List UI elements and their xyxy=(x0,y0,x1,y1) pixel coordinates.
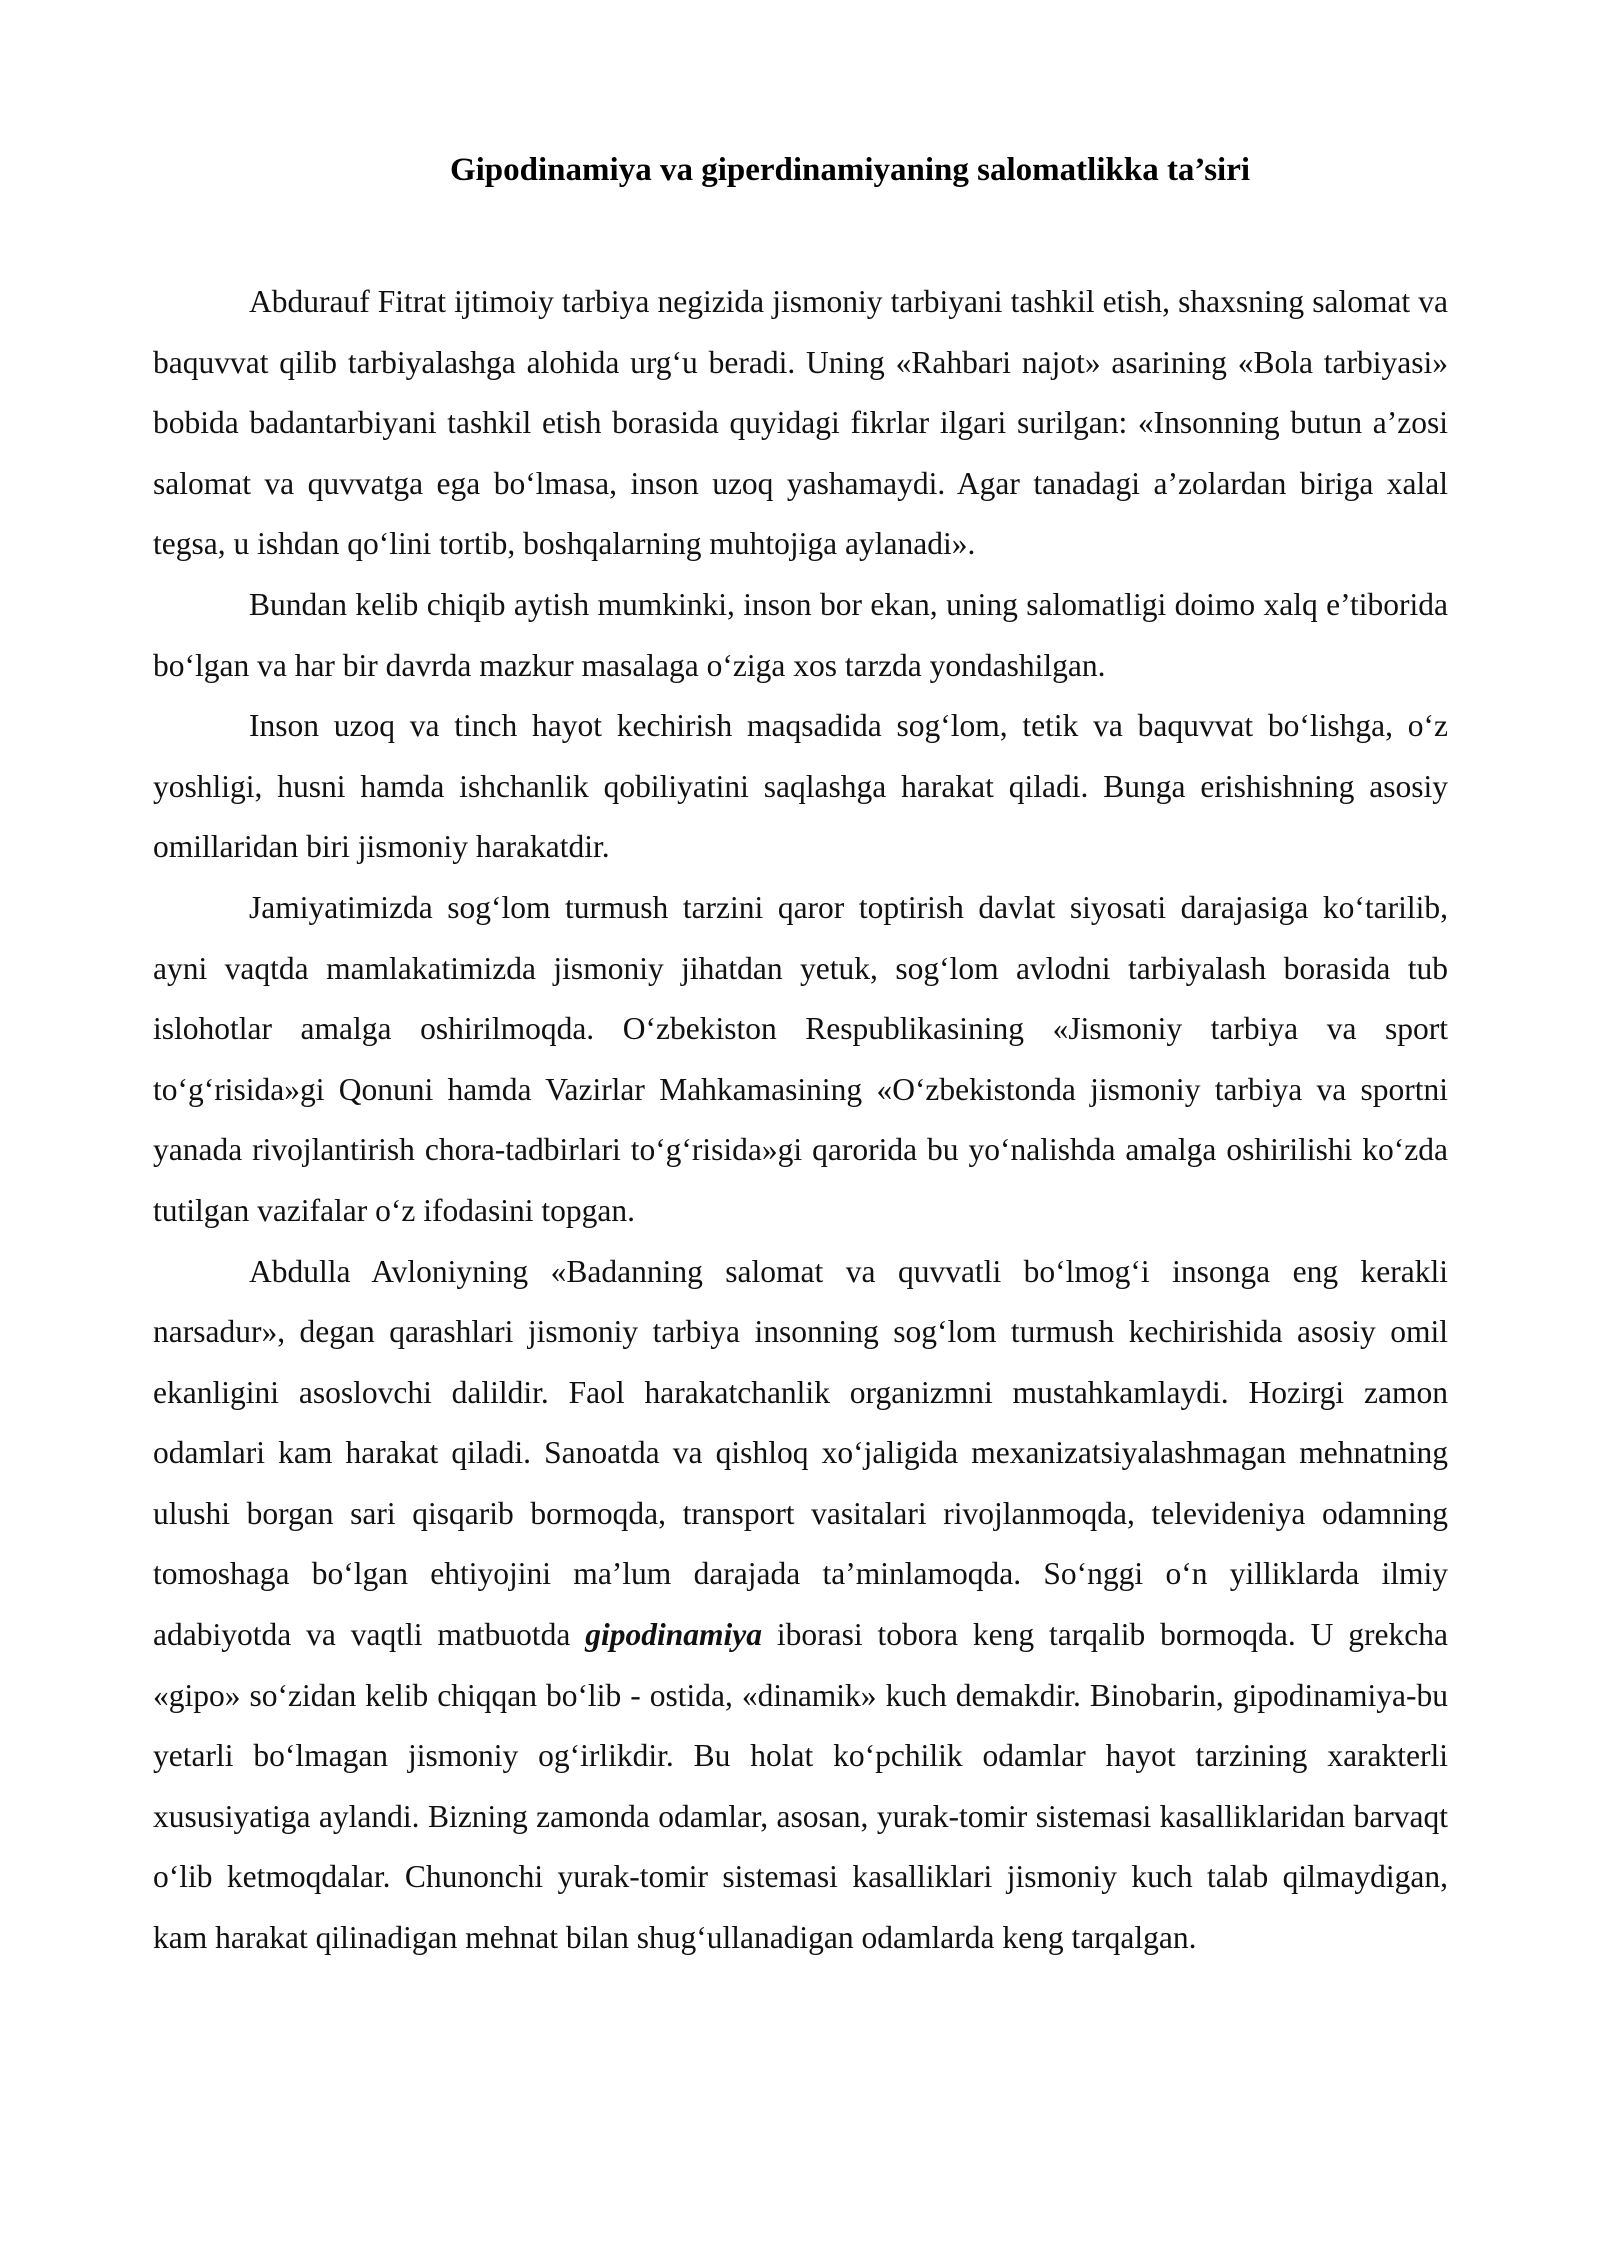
paragraph-health-attention: Bundan kelib chiqib aytish mumkinki, inson bor ekan, uning salomatligi doimo xalq e’tiborida bo‘lgan va har bir davrda mazkur masalaga o‘ziga xos tarzda yondashilgan. xyxy=(153,586,1448,683)
paragraph-avloniy-text-before: Abdulla Avloniyning «Badanning salomat va quvvatli bo‘lmog‘i insonga eng kerakli narsadur», degan qarashlari jismoniy tarbiya insonning sog‘lom turmush kechirishida asosiy omil ekanligini asoslovchi dalildir. Faol harakatchanlik organizmni mustahkamlaydi. Hozirgi zamon odamlari kam harakat qiladi. Sanoatda va qishloq xo‘jaligida mexanizatsiyalashmagan mehnatning ulushi borgan sari qisqarib bormoqda, transport vasitalari rivojlanmoqda, televideniya odamning tomoshaga bo‘lgan ehtiyojini ma’lum darajada ta’minlamoqda. So‘nggi o‘n yilliklarda ilmiy adabiyotda va vaqtli matbuotda xyxy=(153,1253,1448,1653)
document-body xyxy=(153,272,1448,1969)
paragraph-avloniy-text-after: iborasi tobora keng tarqalib bormoqda. U grekcha «gipo» so‘zidan kelib chiqqan bo‘lib - ostida, «dinamik» kuch demakdir. Binobarin, gipodinamiya-bu yetarli bo‘lmagan jismoniy og‘irlikdir. Bu holat ko‘pchilik odamlar hayot tarzining xarakterli xususiyatiga aylandi. Bizning zamonda odamlar, asosan, yurak-tomir sistemasi kasalliklaridan barvaqt o‘lib ketmoqdalar. Chunonchi yurak-tomir sistemasi kasalliklari jismoniy kuch talab qilmaydigan, kam harakat qilinadigan mehnat bilan shug‘ullanadigan odamlarda keng tarqalgan. xyxy=(153,1617,1448,1956)
paragraph-avloniy xyxy=(153,1242,1448,1969)
paragraph-fitrat: Abdurauf Fitrat ijtimoiy tarbiya negizida jismoniy tarbiyani tashkil etish, shaxsning salomat va baquvvat qilib tarbiyalashga alohida urg‘u beradi. Uning «Rahbari najot» asarining «Bola tarbiyasi» bobida badantarbiyani tashkil etish borasida quyidagi fikrlar ilgari surilgan: «Insonning butun a’zosi salomat va quvvatga ega bo‘lmasa, inson uzoq yashamaydi. Agar tanadagi a’zolardan biriga xalal tegsa, u ishdan qo‘lini tortib, boshqalarning muhtojiga aylanadi». xyxy=(153,284,1448,562)
emphasized-term: gipodinamiya xyxy=(585,1617,762,1653)
paragraph-state-policy: Jamiyatimizda sog‘lom turmush tarzini qaror toptirish davlat siyosati darajasiga ko‘tarilib, ayni vaqtda mamlakatimizda jismoniy jihatdan yetuk, sog‘lom avlodni tarbiyalash borasida tub islohotlar amalga oshirilmoqda. O‘zbekiston Respublikasining «Jismoniy tarbiya va sport to‘g‘risida»gi Qonuni hamda Vazirlar Mahkamasining «O‘zbekistonda jismoniy tarbiya va sportni yanada rivojlantirish chora-tadbirlari to‘g‘risida»gi qarorida bu yo‘nalishda amalga oshirilishi ko‘zda tutilgan vazifalar o‘z ifodasini topgan. xyxy=(153,889,1448,1228)
paragraph-physical-activity: Inson uzoq va tinch hayot kechirish maqsadida sog‘lom, tetik va baquvvat bo‘lishga, o‘z yoshligi, husni hamda ishchanlik qobiliyatini saqlashga harakat qiladi. Bunga erishishning asosiy omillaridan biri jismoniy harakatdir. xyxy=(153,708,1448,865)
document-title: Gipodinamiya va giperdinamiyaning salomatlikka ta’siri xyxy=(449,152,1251,188)
